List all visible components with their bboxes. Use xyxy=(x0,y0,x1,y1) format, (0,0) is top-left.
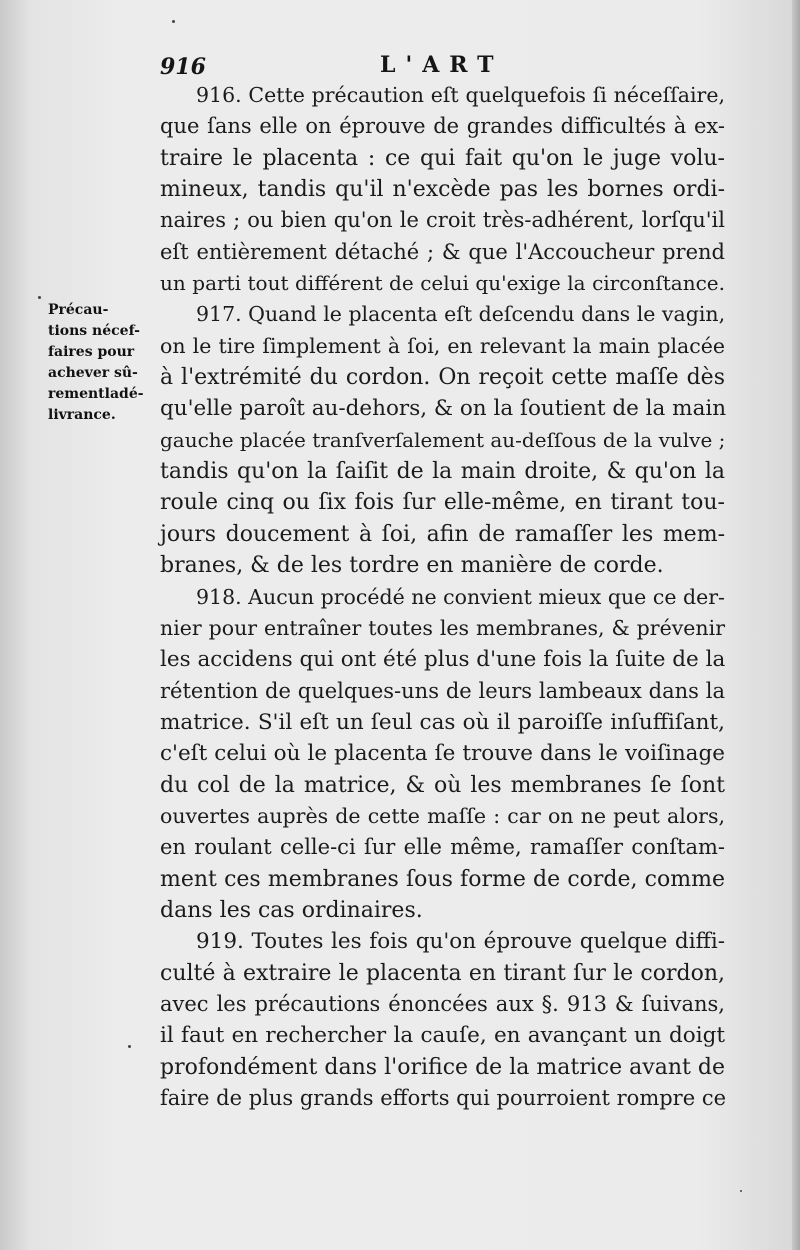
text-line: les accidens qui ont été plus d'une fois la ſuite de la xyxy=(160,647,726,673)
text-line: gauche placée tranſverſalement au-deſſous de la vulve ; xyxy=(160,427,726,452)
text-line: qu'elle paroît au-dehors, & on la ſoutient de la main xyxy=(160,396,727,422)
ink-speck xyxy=(38,296,41,299)
text-line: traire le placenta : ce qui fait qu'on le juge volu- xyxy=(160,145,725,171)
text-line: matrice. S'il eſt un ſeul cas où il paroiſſe inſuffiſant, xyxy=(160,709,725,735)
text-line: il faut en rechercher la cauſe, en avançant un doigt xyxy=(160,1023,725,1049)
text-line: c'eſt celui où le placenta ſe trouve dans le voiſinage xyxy=(160,741,725,767)
ink-speck xyxy=(740,1190,742,1192)
text-line: profondément dans l'orifice de la matrice avant de xyxy=(160,1054,725,1080)
text-line: mineux, tandis qu'il n'excède pas les bornes ordi- xyxy=(160,177,725,203)
margin-note-line: rementladé- xyxy=(48,386,144,402)
text-line: faire de plus grands efforts qui pourroient rompre ce xyxy=(160,1086,727,1110)
text-line: ment ces membranes ſous forme de corde, comme xyxy=(160,866,725,892)
text-line: roule cinq ou ſix fois ſur elle-même, en tirant tou- xyxy=(160,490,725,516)
text-line: nier pour entraîner toutes les membranes, & prévenir xyxy=(160,615,725,640)
text-line: ouvertes auprès de cette maſſe : car on ne peut alors, xyxy=(160,803,725,828)
paragraph-919-start: 919. Toutes les fois qu'on éprouve quelque diffi- xyxy=(196,929,725,955)
text-line: à l'extrémité du cordon. On reçoit cette maſſe dès xyxy=(160,365,725,391)
ink-speck xyxy=(172,20,175,23)
text-line: que ſans elle on éprouve de grandes difficultés à ex- xyxy=(160,114,725,139)
margin-note-line: Précau- xyxy=(48,302,109,318)
text-line: tandis qu'on la ſaiſit de la main droite, & qu'on la xyxy=(160,459,725,485)
text-line: avec les précautions énoncées aux §. 913 & ſuivans, xyxy=(160,991,725,1016)
margin-note-line: faires pour xyxy=(48,344,135,360)
text-line: dans les cas ordinaires. xyxy=(160,897,423,923)
paragraph-916-start: 916. Cette précaution eſt quelquefois ſi néceſſaire, xyxy=(196,83,725,107)
text-line: jours doucement à ſoi, afin de ramaſſer les mem- xyxy=(160,521,725,547)
page-number: 916 xyxy=(160,54,206,80)
margin-note xyxy=(48,300,160,426)
text-line: en roulant celle-ci ſur elle même, ramaſſer conſtam- xyxy=(160,835,725,860)
text-line: naires ; ou bien qu'on le croit très-adhérent, lorſqu'il xyxy=(160,208,725,233)
text-line: on le tire ſimplement à ſoi, en relevant la main placée xyxy=(160,333,725,358)
body-text xyxy=(160,80,725,1114)
running-head: L'ART xyxy=(380,52,504,78)
margin-note-line: tions nécef- xyxy=(48,323,140,339)
text-line: du col de la matrice, & où les membranes ſe ſont xyxy=(160,772,725,798)
page-edge-shadow xyxy=(792,0,800,1250)
paragraph-917-start: 917. Quand le placenta eſt deſcendu dans le vagin, xyxy=(196,302,726,327)
text-line: culté à extraire le placenta en tirant ſur le cordon, xyxy=(160,960,725,986)
margin-note-line: achever sû- xyxy=(48,365,138,381)
margin-note-line: livrance. xyxy=(48,407,116,423)
ink-speck xyxy=(128,1045,131,1048)
text-line: branes, & de les tordre en manière de corde. xyxy=(160,553,664,579)
text-line: eſt entièrement détaché ; & que l'Accoucheur prend xyxy=(160,239,725,264)
text-line: rétention de quelques-uns de leurs lambeaux dans la xyxy=(160,678,725,703)
paragraph-918-start: 918. Aucun procédé ne convient mieux que ce der- xyxy=(196,584,725,609)
text-line: un parti tout différent de celui qu'exige la circonſtance. xyxy=(160,271,725,296)
